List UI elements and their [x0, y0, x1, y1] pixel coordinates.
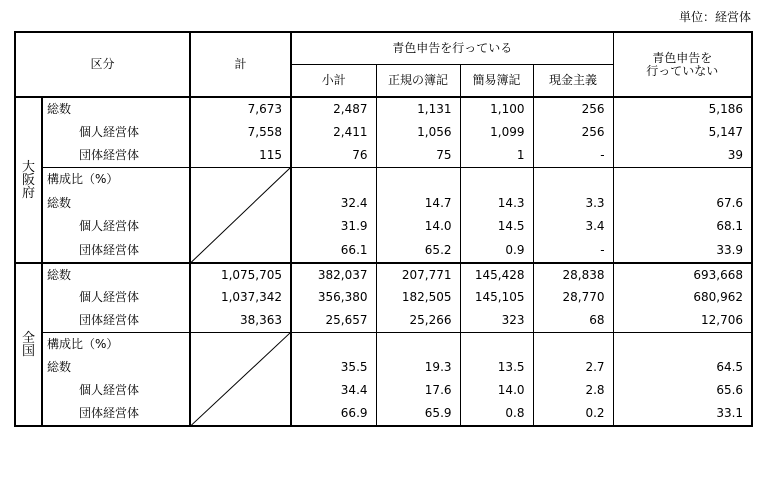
- cell: 1: [460, 144, 533, 167]
- cell: 64.5: [613, 356, 752, 379]
- cell: 33.1: [613, 402, 752, 426]
- cell: 39: [613, 144, 752, 167]
- header-subtotal: 小計: [291, 64, 376, 97]
- cell: 3.3: [533, 192, 613, 215]
- cell: 145,428: [460, 263, 533, 286]
- cell: 2.7: [533, 356, 613, 379]
- region-osaka: [15, 97, 42, 263]
- cell: 256: [533, 121, 613, 144]
- cell: 7,558: [190, 121, 291, 144]
- table-row: [15, 309, 752, 332]
- cell: 66.1: [291, 238, 376, 263]
- cell: 3.4: [533, 215, 613, 238]
- cell: 0.2: [533, 402, 613, 426]
- cell: 19.3: [376, 356, 460, 379]
- header-not-blue-line1: 青色申告を: [652, 50, 713, 65]
- table-row: [15, 121, 752, 144]
- header-kubun: 区分: [15, 32, 190, 97]
- row-label: 団体経営体: [42, 309, 190, 332]
- cell: 31.9: [291, 215, 376, 238]
- cell: 1,056: [376, 121, 460, 144]
- cell: 382,037: [291, 263, 376, 286]
- cell: 182,505: [376, 286, 460, 309]
- table-row: [15, 215, 752, 238]
- row-label: 総数: [42, 356, 190, 379]
- cell: 28,770: [533, 286, 613, 309]
- cell: 17.6: [376, 379, 460, 402]
- header-genkin: 現金主義: [533, 64, 613, 97]
- cell: 14.0: [460, 379, 533, 402]
- header-kan-i: 簡易簿記: [460, 64, 533, 97]
- header-not-blue: [613, 32, 752, 97]
- table-row: [15, 356, 752, 379]
- table-row: [15, 402, 752, 426]
- cell: 2,487: [291, 97, 376, 121]
- ratio-title: 構成比（%）: [42, 332, 190, 356]
- cell: 65.6: [613, 379, 752, 402]
- header-not-blue-line2: 行っていない: [646, 63, 719, 78]
- row-label: 団体経営体: [42, 238, 190, 263]
- row-label: 総数: [42, 263, 190, 286]
- row-label: 団体経営体: [42, 402, 190, 426]
- cell: 33.9: [613, 238, 752, 263]
- region-char: 府: [21, 185, 35, 201]
- table-row: [15, 97, 752, 121]
- table-row: [15, 332, 752, 356]
- header-seiki: 正規の簿記: [376, 64, 460, 97]
- cell: 25,657: [291, 309, 376, 332]
- cell: 0.8: [460, 402, 533, 426]
- row-label: 個人経営体: [42, 379, 190, 402]
- row-label: 総数: [42, 97, 190, 121]
- cell: 0.9: [460, 238, 533, 263]
- diagonal-slash: [190, 167, 291, 263]
- region-char: 全: [21, 330, 35, 346]
- cell: 65.9: [376, 402, 460, 426]
- ratio-title: 構成比（%）: [42, 167, 190, 192]
- region-national: [15, 263, 42, 426]
- cell: -: [533, 144, 613, 167]
- region-char: 大: [21, 159, 35, 175]
- cell: 35.5: [291, 356, 376, 379]
- cell: 32.4: [291, 192, 376, 215]
- cell: 66.9: [291, 402, 376, 426]
- blue-return-table: [14, 31, 753, 427]
- header-kei: 計: [190, 32, 291, 97]
- table-row: [15, 144, 752, 167]
- cell: 145,105: [460, 286, 533, 309]
- cell: 68: [533, 309, 613, 332]
- table-row: [15, 286, 752, 309]
- cell: 14.5: [460, 215, 533, 238]
- region-char: 国: [21, 343, 35, 359]
- header-blue-group: 青色申告を行っている: [291, 32, 613, 64]
- cell: 680,962: [613, 286, 752, 309]
- cell: 76: [291, 144, 376, 167]
- region-char: 阪: [21, 172, 35, 188]
- table-row: [15, 379, 752, 402]
- cell: 256: [533, 97, 613, 121]
- cell: 1,100: [460, 97, 533, 121]
- cell: 13.5: [460, 356, 533, 379]
- cell: 14.0: [376, 215, 460, 238]
- row-label: 団体経営体: [42, 144, 190, 167]
- cell: 65.2: [376, 238, 460, 263]
- row-label: 個人経営体: [42, 286, 190, 309]
- cell: 1,037,342: [190, 286, 291, 309]
- row-label: 個人経営体: [42, 215, 190, 238]
- table-row: [15, 192, 752, 215]
- cell: 67.6: [613, 192, 752, 215]
- cell: 34.4: [291, 379, 376, 402]
- cell: 75: [376, 144, 460, 167]
- cell: 356,380: [291, 286, 376, 309]
- cell: 28,838: [533, 263, 613, 286]
- unit-label: 単位：経営体: [678, 10, 751, 24]
- cell: 14.7: [376, 192, 460, 215]
- cell: 5,186: [613, 97, 752, 121]
- cell: 14.3: [460, 192, 533, 215]
- cell: 12,706: [613, 309, 752, 332]
- cell: 693,668: [613, 263, 752, 286]
- table-row: [15, 167, 752, 192]
- cell: 7,673: [190, 97, 291, 121]
- cell: 2,411: [291, 121, 376, 144]
- cell: 323: [460, 309, 533, 332]
- cell: 1,131: [376, 97, 460, 121]
- table-row: [15, 263, 752, 286]
- cell: -: [533, 238, 613, 263]
- cell: 2.8: [533, 379, 613, 402]
- table-row: [15, 238, 752, 263]
- cell: 1,075,705: [190, 263, 291, 286]
- cell: 68.1: [613, 215, 752, 238]
- cell: 207,771: [376, 263, 460, 286]
- diagonal-slash: [190, 332, 291, 426]
- cell: 25,266: [376, 309, 460, 332]
- row-label: 総数: [42, 192, 190, 215]
- cell: 5,147: [613, 121, 752, 144]
- cell: 1,099: [460, 121, 533, 144]
- cell: 115: [190, 144, 291, 167]
- row-label: 個人経営体: [42, 121, 190, 144]
- cell: 38,363: [190, 309, 291, 332]
